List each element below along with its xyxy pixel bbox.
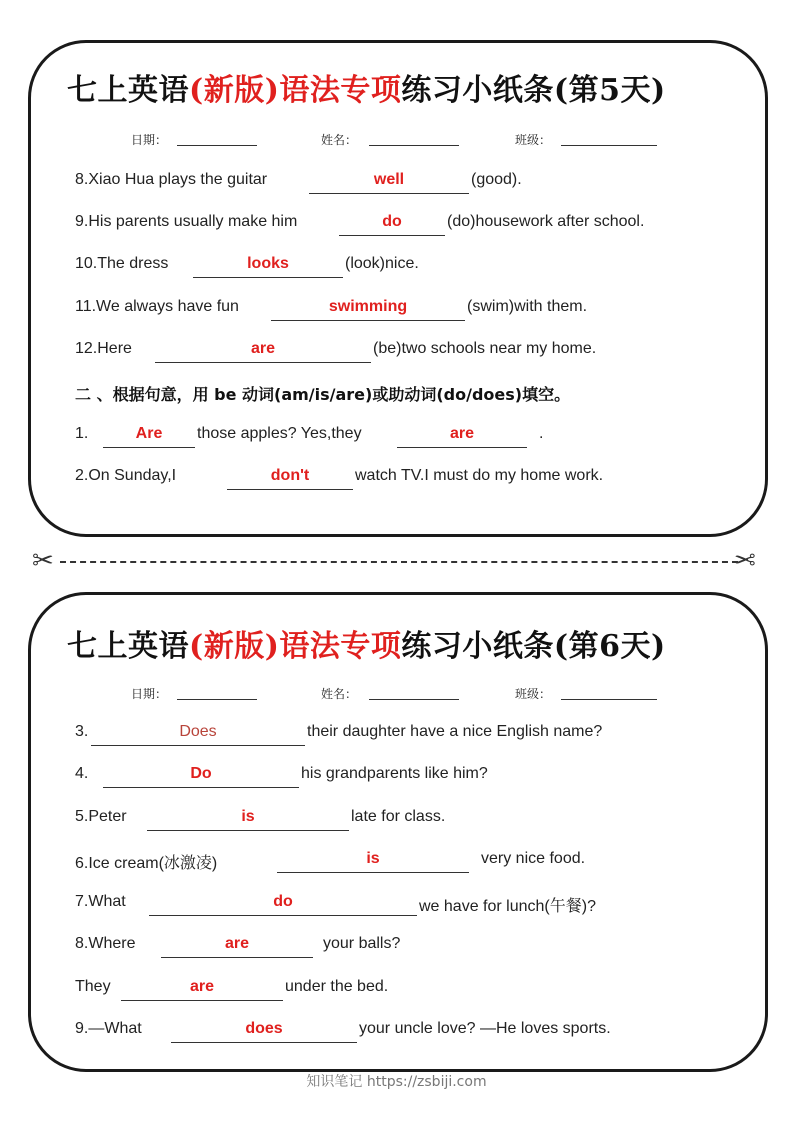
answer-blank[interactable]: does [171, 1020, 357, 1043]
answer-blank[interactable]: are [161, 935, 313, 958]
class-label: 班级： [515, 133, 552, 147]
answer-blank[interactable]: are [397, 425, 527, 448]
answer-blank[interactable]: Do [103, 765, 299, 788]
answer-blank[interactable]: do [149, 893, 417, 916]
answer-blank[interactable]: Are [103, 425, 195, 448]
card-title: 七上英语(新版)语法专项练习小纸条(第6天) [67, 629, 666, 664]
answer-blank[interactable]: swimming [271, 298, 465, 321]
answer-blank[interactable]: don't [227, 467, 353, 490]
date-label: 日期： [131, 687, 168, 701]
answer-blank[interactable]: well [309, 171, 469, 194]
card-title: 七上英语(新版)语法专项练习小纸条(第5天) [67, 73, 666, 108]
section-heading: 二 、根据句意，用 be 动词(am/is/are)或助动词(do/does)填空。 [75, 385, 571, 404]
class-field[interactable] [561, 145, 657, 146]
cut-line-divider [60, 561, 738, 563]
scissors-icon: ✂ [734, 546, 756, 576]
worksheet-card-day6: 七上英语(新版)语法专项练习小纸条(第6天) 日期： 姓名： 班级： 3. Does their daughter have a nice English name? 4. Do his grandparents like him? 5.Peter is late for class. 6.Ice cream(冰激凌) is very nice food. 7.What do we have for lunch(午餐)? 8.Where are your balls? They are under the bed. 9.—What does your uncle love? —He loves sports. [28, 592, 768, 1072]
footer-watermark: 知识笔记 https://zsbiji.com [306, 1074, 487, 1090]
answer-blank[interactable]: looks [193, 255, 343, 278]
student-info [31, 129, 765, 149]
answer-blank[interactable]: do [339, 213, 445, 236]
answer-blank[interactable]: is [147, 808, 349, 831]
student-info [31, 683, 765, 703]
name-field[interactable] [369, 145, 459, 146]
name-field[interactable] [369, 699, 459, 700]
class-field[interactable] [561, 699, 657, 700]
date-label: 日期： [131, 133, 168, 147]
class-label: 班级： [515, 687, 552, 701]
name-label: 姓名： [321, 687, 358, 701]
date-field[interactable] [177, 699, 257, 700]
answer-blank[interactable]: is [277, 850, 469, 873]
name-label: 姓名： [321, 133, 358, 147]
date-field[interactable] [177, 145, 257, 146]
answer-blank[interactable]: are [155, 340, 371, 363]
answer-blank[interactable]: Does [91, 723, 305, 746]
scissors-icon: ✂ [32, 546, 54, 576]
worksheet-card-day5: 七上英语(新版)语法专项练习小纸条(第5天) 日期： 姓名： 班级： 8.Xiao Hua plays the guitar well (good). 9.His parents usually make him do (do)housework after school. 10.The dress looks (look)nice. 11.We always have fun swimming (swim)with them. 12.Here are (be)two schools near my home. 二 、根据句意，用 be 动词(am/is/are)或助动词(do/does)填空。 1. Are those apples? Yes,they are . 2.On Sunday,I don't watch TV.I must do my home work. [28, 40, 768, 537]
answer-blank[interactable]: are [121, 978, 283, 1001]
